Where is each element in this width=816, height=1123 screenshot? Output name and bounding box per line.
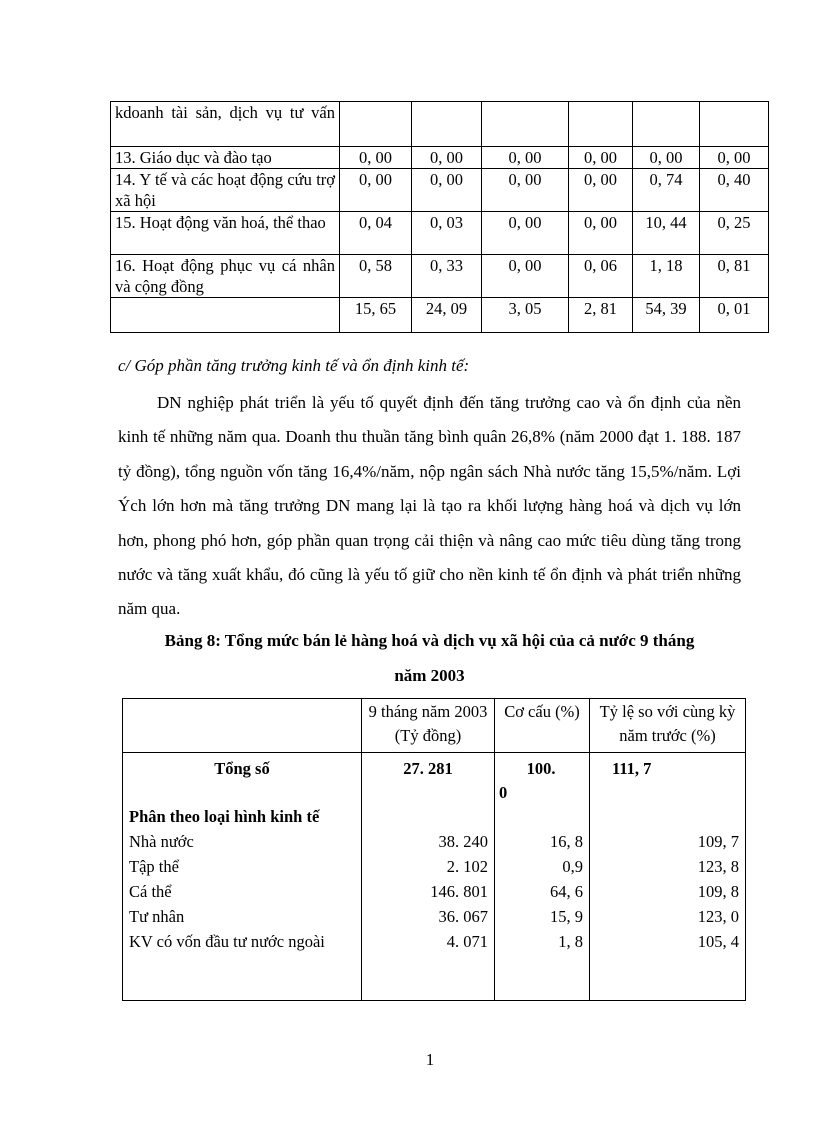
table-row bbox=[123, 830, 746, 855]
cell bbox=[700, 102, 769, 147]
total-share-cont: 0 bbox=[499, 783, 508, 802]
row-label: Nhà nước bbox=[123, 830, 362, 855]
body-paragraph: DN nghiệp phát triển là yếu tố quyết định đến tăng trưởng cao và ổn định của nền kinh tế những năm qua. Doanh thu thuần tăng bình quân 26,8% (năm 2000 đạt 1. 188. 187 tỷ đồng), tổng nguồn vốn tăng 16,4%/năm, nộp ngân sách Nhà nước tăng 15,5%/năm. Lợi Ých lớn hơn mà tăng trưởng DN mang lại là tạo ra khối lượng hàng hoá và dịch vụ lớn hơn, phong phó hơn, góp phần quan trọng cải thiện và nâng cao mức tiêu dùng tăng trong nước và tăng xuất khẩu, đó cũng là yếu tố giữ cho nền kinh tế ổn định và phát triển những năm qua. bbox=[118, 393, 741, 619]
cell: 0, 00 bbox=[482, 147, 569, 169]
table-row bbox=[111, 255, 769, 298]
row-value: 4. 071 bbox=[362, 930, 495, 1001]
cell: 0, 00 bbox=[340, 169, 412, 212]
section-heading: c/ Góp phần tăng trưởng kinh tế và ổn định kinh tế: bbox=[118, 356, 470, 375]
cell: 10, 44 bbox=[633, 212, 700, 255]
row-label: 13. Giáo dục và đào tạo bbox=[111, 147, 340, 169]
cell: 3, 05 bbox=[482, 298, 569, 333]
cell: 0, 00 bbox=[633, 147, 700, 169]
cell: 24, 09 bbox=[412, 298, 482, 333]
total-label: Tổng số bbox=[123, 753, 362, 806]
cell: 0, 00 bbox=[700, 147, 769, 169]
header-cell: Cơ cấu (%) bbox=[495, 699, 590, 753]
cell: 0, 04 bbox=[340, 212, 412, 255]
table-row bbox=[123, 930, 746, 1001]
cell: 0, 00 bbox=[482, 169, 569, 212]
total-share-main: 100. bbox=[526, 759, 556, 778]
row-share: 16, 8 bbox=[495, 830, 590, 855]
row-label: Tập thể bbox=[123, 855, 362, 880]
cell: 0, 81 bbox=[700, 255, 769, 298]
row-ratio: 123, 8 bbox=[590, 855, 746, 880]
row-label: 16. Hoạt động phục vụ cá nhân và cộng đồng bbox=[111, 255, 340, 298]
total-ratio: 111, 7 bbox=[590, 753, 746, 806]
row-ratio: 109, 8 bbox=[590, 880, 746, 905]
cell: 0, 33 bbox=[412, 255, 482, 298]
row-share: 15, 9 bbox=[495, 905, 590, 930]
table-row bbox=[111, 169, 769, 212]
cell: 0, 01 bbox=[700, 298, 769, 333]
cell: 0, 00 bbox=[482, 255, 569, 298]
cell bbox=[633, 102, 700, 147]
table-row bbox=[111, 212, 769, 255]
header-cell bbox=[123, 699, 362, 753]
table-row-total bbox=[111, 298, 769, 333]
cell: 0, 06 bbox=[569, 255, 633, 298]
page-number: 1 bbox=[425, 1050, 435, 1069]
cell: 0, 00 bbox=[340, 147, 412, 169]
table-row bbox=[111, 147, 769, 169]
cell: 0, 58 bbox=[340, 255, 412, 298]
table-row bbox=[123, 905, 746, 930]
cell: 0, 00 bbox=[412, 169, 482, 212]
cell: 0, 00 bbox=[482, 212, 569, 255]
row-share: 0,9 bbox=[495, 855, 590, 880]
table-caption-continued: năm 2003 bbox=[394, 666, 465, 685]
cell: 0, 03 bbox=[412, 212, 482, 255]
cell: 1, 18 bbox=[633, 255, 700, 298]
cell: 0, 00 bbox=[412, 147, 482, 169]
row-label bbox=[111, 298, 340, 333]
sector-share-table bbox=[110, 101, 769, 333]
cell: 0, 74 bbox=[633, 169, 700, 212]
cell: 0, 00 bbox=[569, 169, 633, 212]
table-row bbox=[111, 102, 769, 147]
cell: 54, 39 bbox=[633, 298, 700, 333]
row-ratio: 109, 7 bbox=[590, 830, 746, 855]
table-row bbox=[123, 880, 746, 905]
total-value: 27. 281 bbox=[362, 753, 495, 806]
row-ratio: 105, 4 bbox=[590, 930, 746, 1001]
row-label: kdoanh tài sản, dịch vụ tư vấn bbox=[111, 102, 340, 147]
row-label: KV có vốn đầu tư nước ngoài bbox=[123, 930, 362, 1001]
row-label: Tư nhân bbox=[123, 905, 362, 930]
row-value: 38. 240 bbox=[362, 830, 495, 855]
row-value: 146. 801 bbox=[362, 880, 495, 905]
row-share: 64, 6 bbox=[495, 880, 590, 905]
retail-sales-table bbox=[122, 698, 746, 1001]
cell: 2, 81 bbox=[569, 298, 633, 333]
cell bbox=[482, 102, 569, 147]
row-label: 14. Y tế và các hoạt động cứu trợ xã hội bbox=[111, 169, 340, 212]
table-row bbox=[123, 855, 746, 880]
row-label: 15. Hoạt động văn hoá, thể thao bbox=[111, 212, 340, 255]
cell bbox=[340, 102, 412, 147]
header-cell: Tỷ lệ so với cùng kỳ năm trước (%) bbox=[590, 699, 746, 753]
row-share: 1, 8 bbox=[495, 930, 590, 1001]
row-value: 2. 102 bbox=[362, 855, 495, 880]
group-row bbox=[123, 805, 746, 830]
cell: 0, 25 bbox=[700, 212, 769, 255]
row-value: 36. 067 bbox=[362, 905, 495, 930]
row-label: Cá thể bbox=[123, 880, 362, 905]
table-caption: Bảng 8: Tổng mức bán lẻ hàng hoá và dịch vụ xã hội của cả nước 9 tháng bbox=[164, 631, 695, 650]
cell bbox=[412, 102, 482, 147]
cell: 0, 00 bbox=[569, 147, 633, 169]
cell bbox=[569, 102, 633, 147]
table-header-row bbox=[123, 699, 746, 753]
cell: 0, 00 bbox=[569, 212, 633, 255]
group-label: Phân theo loại hình kinh tế bbox=[123, 805, 362, 830]
header-cell: 9 tháng năm 2003 (Tỷ đồng) bbox=[362, 699, 495, 753]
cell: 15, 65 bbox=[340, 298, 412, 333]
cell: 0, 40 bbox=[700, 169, 769, 212]
total-share bbox=[495, 753, 590, 806]
row-ratio: 123, 0 bbox=[590, 905, 746, 930]
total-row bbox=[123, 753, 746, 806]
